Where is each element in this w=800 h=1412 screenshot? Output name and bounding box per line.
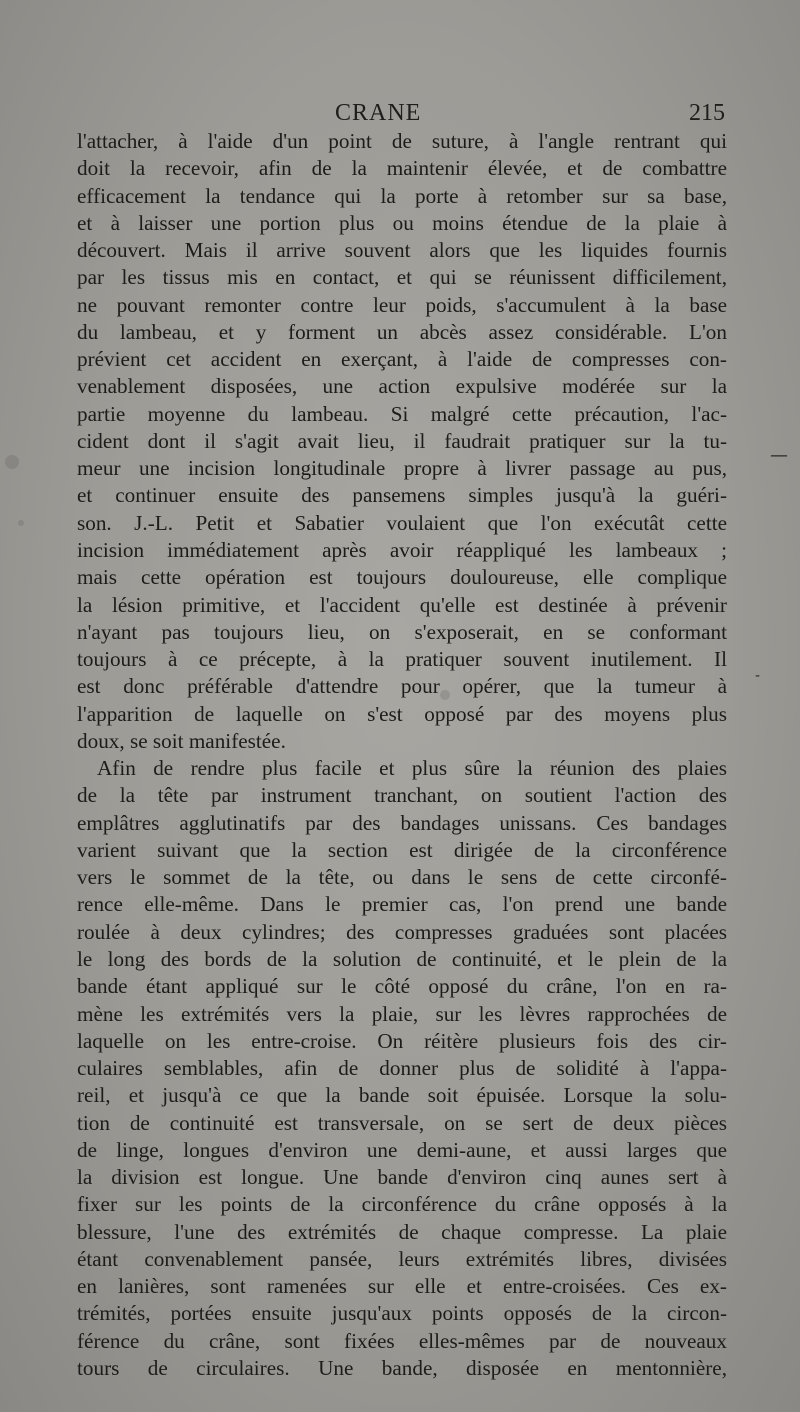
text-line: l'apparition de laquelle on s'est opposé par des moyens plus — [77, 701, 727, 726]
text-line: blessure, l'une des extrémités de chaque compresse. La plaie — [77, 1219, 727, 1244]
text-line: tion de continuité est transversale, on se sert de deux pièces — [77, 1110, 727, 1135]
text-line: emplâtres agglutinatifs par des bandages unissans. Ces bandages — [77, 810, 727, 835]
text-line: toujours à ce précepte, à la pratiquer souvent inutilement. Il — [77, 647, 727, 672]
text-line: étant convenablement pansée, leurs extrémités libres, divisées — [77, 1246, 727, 1271]
text-line: n'ayant pas toujours lieu, on s'exposerait, en se conformant — [77, 619, 727, 644]
text-line: ne pouvant remonter contre leur poids, s'accumulent à la base — [77, 292, 727, 317]
text-line: de la tête par instrument tranchant, on soutient l'action des — [77, 783, 727, 808]
text-line: culaires semblables, afin de donner plus de solidité à l'appa- — [77, 1056, 727, 1081]
text-line: bande étant appliqué sur le côté opposé du crâne, l'on en ra- — [77, 974, 727, 999]
text-line: rence elle-même. Dans le premier cas, l'on prend une bande — [77, 892, 727, 917]
text-line: roulée à deux cylindres; des compresses graduées sont placées — [77, 919, 727, 944]
text-line: mène les extrémités vers la plaie, sur les lèvres rapprochées de — [77, 1001, 727, 1026]
text-line: la division est longue. Une bande d'environ cinq aunes sert à — [77, 1165, 727, 1190]
text-line: est donc préférable d'attendre pour opérer, que la tumeur à — [77, 674, 727, 699]
text-line: et continuer ensuite des pansemens simples jusqu'à la guéri- — [77, 483, 727, 508]
text-line: la lésion primitive, et l'accident qu'elle est destinée à prévenir — [77, 592, 727, 617]
text-line: l'attacher, à l'aide d'un point de suture, à l'angle rentrant qui — [77, 129, 727, 153]
margin-mark: - — [755, 668, 761, 684]
text-line: incision immédiatement après avoir réappliqué les lambeaux ; — [77, 537, 727, 562]
paragraph-start-line: Afin de rendre plus facile et plus sûre la réunion des plaies — [97, 756, 727, 781]
text-line: par les tissus mis en contact, et qui se réunissent difficilement, — [77, 265, 727, 290]
text-line: de linge, longues d'environ une demi-aune, et aussi larges que — [77, 1137, 727, 1162]
text-line: cident dont il s'agit avait lieu, il faudrait pratiquer sur la tu- — [77, 428, 727, 453]
text-line: du lambeau, et y forment un abcès assez considérable. L'on — [77, 319, 727, 344]
page-number: 215 — [689, 100, 725, 126]
text-line: et à laisser une portion plus ou moins étendue de la plaie à — [77, 210, 727, 235]
text-line: son. J.-L. Petit et Sabatier voulaient que l'on exécutât cette — [77, 510, 727, 535]
text-line: venablement disposées, une action expulsive modérée sur la — [77, 374, 727, 399]
paper-stain — [18, 520, 24, 526]
text-line: fixer sur les points de la circonférence du crâne opposés à la — [77, 1192, 727, 1217]
text-line: varient suivant que la section est dirigée de la circonférence — [77, 837, 727, 862]
text-line: doit la recevoir, afin de la maintenir élevée, et de combattre — [77, 156, 727, 181]
text-line: tours de circulaires. Une bande, disposée en mentonnière, — [77, 1355, 727, 1380]
text-line: partie moyenne du lambeau. Si malgré cette précaution, l'ac- — [77, 401, 727, 426]
text-line: doux, se soit manifestée. — [77, 728, 286, 753]
text-line: le long des bords de la solution de continuité, et le plein de la — [77, 946, 727, 971]
text-line: prévient cet accident en exerçant, à l'aide de compresses con- — [77, 347, 727, 372]
text-line: découvert. Mais il arrive souvent alors que les liquides fournis — [77, 238, 727, 263]
text-line: laquelle on les entre-croise. On réitère plusieurs fois des cir- — [77, 1028, 727, 1053]
text-line: férence du crâne, sont fixées elles-mêmes par de nouveaux — [77, 1328, 727, 1353]
paper-stain — [5, 455, 19, 469]
body-text — [77, 128, 727, 1382]
running-head: CRANE — [335, 100, 422, 126]
text-line: reil, et jusqu'à ce que la bande soit épuisée. Lorsque la solu- — [77, 1083, 727, 1108]
margin-mark: — — [770, 445, 788, 466]
text-line: trémités, portées ensuite jusqu'aux points opposés de la circon- — [77, 1301, 727, 1326]
text-line: mais cette opération est toujours douloureuse, elle complique — [77, 565, 727, 590]
text-line: meur une incision longitudinale propre à livrer passage au pus, — [77, 456, 727, 481]
text-line: vers le sommet de la tête, ou dans le sens de cette circonfé- — [77, 865, 727, 890]
text-line: en lanières, sont ramenées sur elle et entre-croisées. Ces ex- — [77, 1274, 727, 1299]
text-line: efficacement la tendance qui la porte à retomber sur sa base, — [77, 183, 727, 208]
